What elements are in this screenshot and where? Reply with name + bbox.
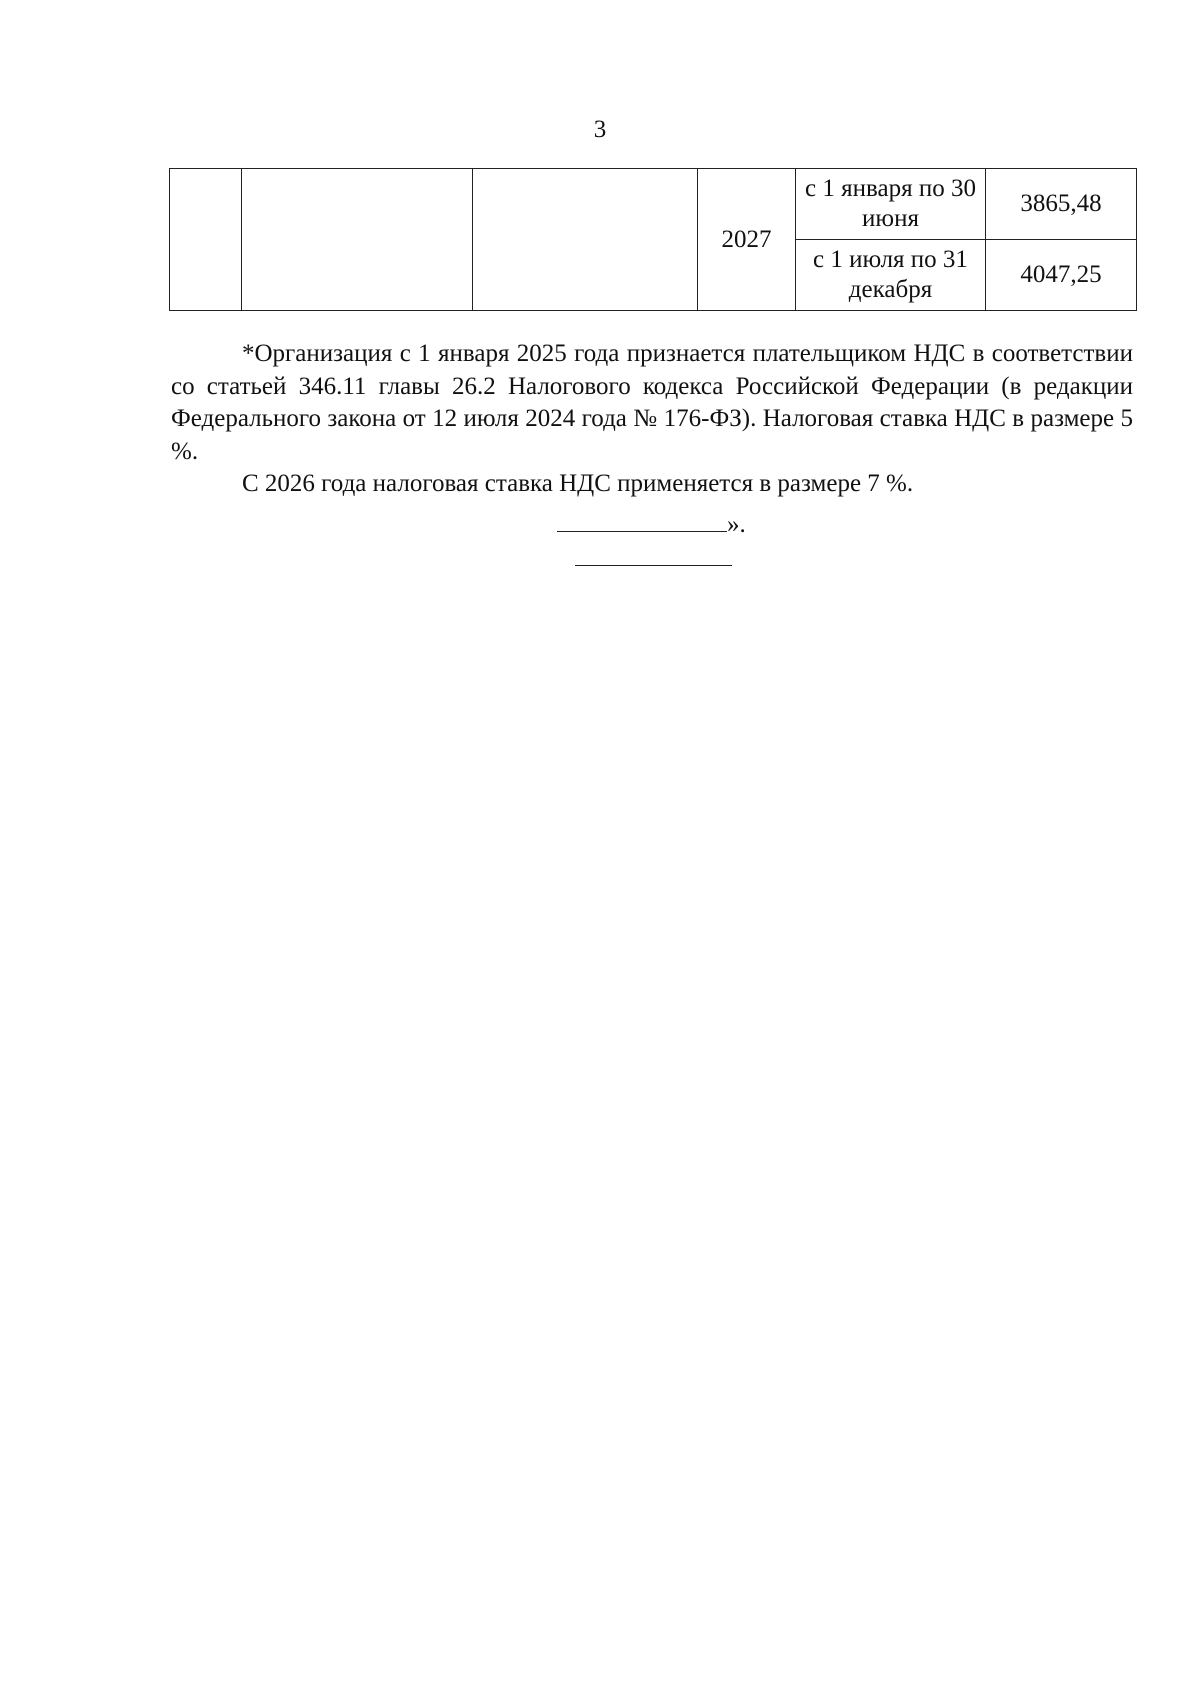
empty-cell — [170, 169, 242, 311]
period-cell: с 1 июля по 31 декабря — [796, 240, 986, 311]
tariff-table — [169, 168, 1137, 311]
table-row — [170, 169, 1137, 240]
empty-cell — [242, 169, 473, 311]
page-number: 3 — [593, 116, 607, 143]
empty-cell — [473, 169, 698, 311]
end-divider — [575, 565, 732, 566]
value-cell: 3865,48 — [986, 169, 1137, 240]
closing-quote: ». — [727, 511, 746, 538]
closing-line — [557, 507, 746, 540]
blank-underline — [557, 507, 727, 532]
value-cell: 4047,25 — [986, 240, 1137, 311]
period-cell: с 1 января по 30 июня — [796, 169, 986, 240]
footnote-paragraph: С 2026 года налоговая ставка НДС применяется в размере 7 %. — [242, 470, 914, 497]
year-cell: 2027 — [698, 169, 796, 311]
footnote-paragraph: *Организация с 1 января 2025 года признается плательщиком НДС в соответствии со статьей 346.11 главы 26.2 Налогового кодекса Российской Федерации (в редакции Федерального закона от 12 июля 2024 года № 176-ФЗ). Налоговая ставка НДС в размере 5 %. — [171, 340, 1133, 465]
footnote-block — [171, 338, 1133, 501]
